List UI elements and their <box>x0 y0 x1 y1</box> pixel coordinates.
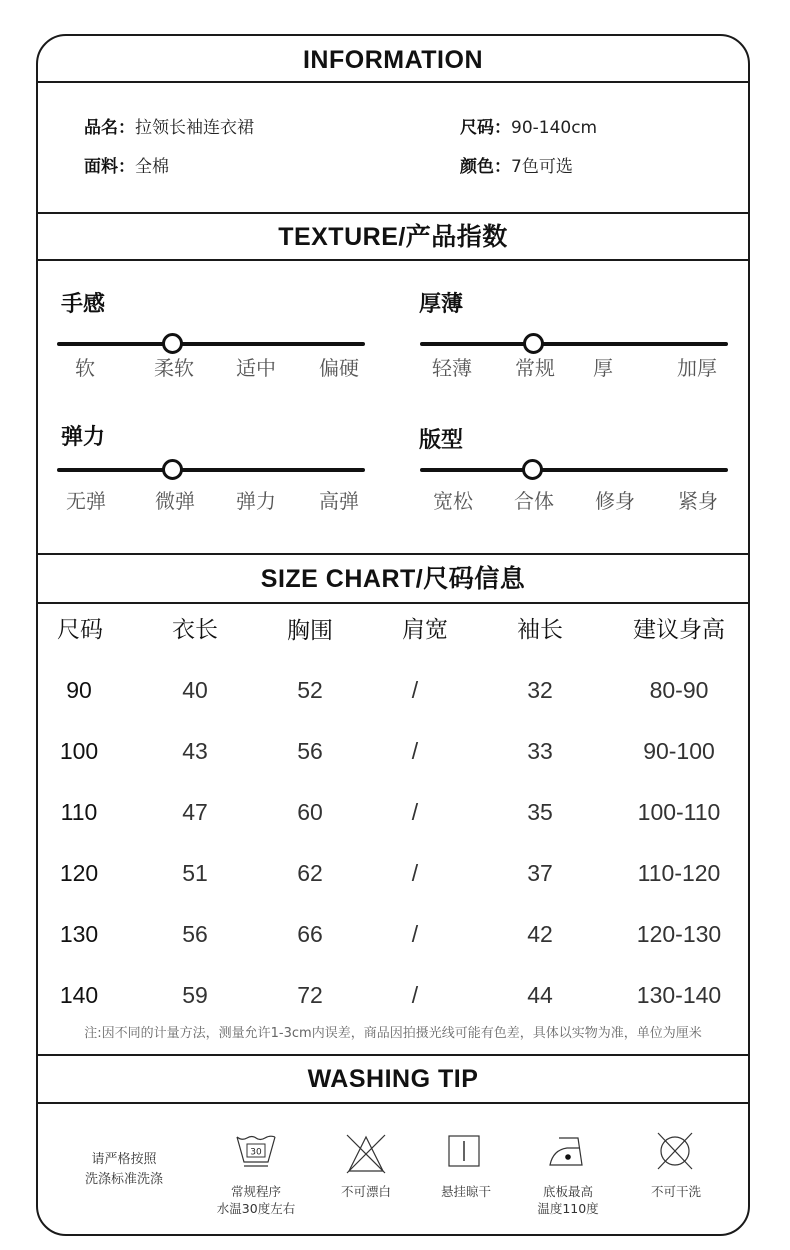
size-table-cell: 66 <box>297 921 323 947</box>
size-table-cell: 32 <box>527 677 553 703</box>
info-color <box>460 156 573 178</box>
texture-feel-option: 柔软 <box>154 356 194 380</box>
divider <box>37 602 749 604</box>
divider <box>37 1054 749 1056</box>
size-table-cell: 35 <box>527 799 553 825</box>
texture-thickness-title: 厚薄 <box>419 292 464 317</box>
texture-fit-title: 版型 <box>419 428 464 453</box>
color-label: 颜色： <box>460 157 511 177</box>
section-title-size-chart: SIZE CHART/尺码信息 <box>260 565 526 593</box>
svg-text:30: 30 <box>250 1147 262 1158</box>
texture-feel-option: 适中 <box>236 356 276 380</box>
iron-label-line2: 温度110度 <box>537 1201 599 1216</box>
texture-thickness-option: 常规 <box>515 356 555 380</box>
size-table-cell: / <box>411 677 419 703</box>
divider <box>37 553 749 555</box>
texture-feel-option: 软 <box>75 356 95 380</box>
no-bleach-label-line1: 不可漂白 <box>340 1184 392 1199</box>
texture-thickness-option: 轻薄 <box>432 356 472 380</box>
size-table-cell: 33 <box>527 738 553 764</box>
iron-low-icon <box>547 1134 587 1168</box>
size-label: 尺码： <box>460 118 511 138</box>
size-table-cell: 47 <box>182 799 208 825</box>
iron-label-line1: 底板最高 <box>542 1184 594 1199</box>
section-title-texture: TEXTURE/产品指数 <box>278 223 508 251</box>
size-table-cell: 52 <box>297 677 323 703</box>
size-table-header: 胸围 <box>287 618 333 644</box>
size-table-cell: 40 <box>182 677 208 703</box>
no-dry-clean-label <box>651 1183 701 1200</box>
size-table-cell: 37 <box>527 860 553 886</box>
no-bleach-icon <box>344 1133 388 1175</box>
wash-30-label <box>217 1183 295 1217</box>
size-table-cell: 62 <box>297 860 323 886</box>
size-table-cell: 140 <box>59 982 99 1008</box>
texture-thickness-knob <box>523 333 544 354</box>
size-table-cell: / <box>411 860 419 886</box>
texture-thickness-track <box>420 342 728 346</box>
size-table-cell: / <box>411 799 419 825</box>
size-table-cell: 51 <box>182 860 208 886</box>
info-fabric <box>84 156 169 178</box>
washing-intro <box>85 1150 163 1190</box>
fabric-label: 面料： <box>84 157 135 177</box>
texture-fit-track <box>420 468 728 472</box>
texture-thickness-option: 加厚 <box>677 356 717 380</box>
size-table-cell: 44 <box>527 982 553 1008</box>
size-table-cell: 130 <box>59 921 99 947</box>
divider <box>37 212 749 214</box>
size-table-cell: / <box>411 982 419 1008</box>
texture-elasticity-option: 弹力 <box>236 489 276 513</box>
size-table-cell: 120 <box>59 860 99 886</box>
section-title-washing: WASHING TIP <box>307 1065 479 1093</box>
no-dry-clean-icon <box>655 1130 695 1172</box>
size-table-cell: 90-100 <box>643 738 715 764</box>
texture-elasticity-track <box>57 468 365 472</box>
divider <box>37 81 749 83</box>
size-table-cell: 56 <box>297 738 323 764</box>
size-note: 注:因不同的计量方法，测量允许1-3cm内误差，商品因拍摄光线可能有色差，具体以实物为准，单位为厘米 <box>84 1026 702 1041</box>
texture-feel-knob <box>162 333 183 354</box>
size-table-cell: 120-130 <box>636 921 722 947</box>
size-table-cell: 130-140 <box>636 982 722 1008</box>
size-table-cell: 60 <box>297 799 323 825</box>
texture-thickness-option: 厚 <box>593 356 613 380</box>
texture-fit-option: 宽松 <box>433 489 473 513</box>
divider <box>37 1102 749 1104</box>
hang-dry-label-line1: 悬挂晾干 <box>440 1184 492 1199</box>
size-table-cell: 90 <box>66 677 92 703</box>
wash-30-label-line2: 水温30度左右 <box>216 1201 296 1216</box>
size-table-cell: 72 <box>297 982 323 1008</box>
info-size <box>460 117 597 139</box>
washing-intro-line2: 洗涤标准洗涤 <box>84 1172 164 1187</box>
texture-fit-option: 紧身 <box>678 489 718 513</box>
product-name-label: 品名： <box>84 118 135 138</box>
size-table-cell: 100-110 <box>637 799 721 825</box>
hang-dry-label <box>441 1183 491 1200</box>
hang-dry-icon <box>447 1134 481 1168</box>
size-table-header: 尺码 <box>57 617 103 643</box>
size-value: 90-140cm <box>511 118 598 138</box>
size-table-header: 建议身高 <box>633 617 725 643</box>
iron-label <box>537 1183 598 1217</box>
texture-feel-option: 偏硬 <box>319 356 359 380</box>
product-name-value: 拉领长袖连衣裙 <box>135 118 254 138</box>
size-table-cell: 43 <box>182 738 208 764</box>
wash-30-label-line1: 常规程序 <box>230 1184 281 1199</box>
texture-fit-option: 合体 <box>514 489 554 513</box>
texture-elasticity-option: 高弹 <box>319 489 359 513</box>
no-dry-clean-label-line1: 不可干洗 <box>650 1184 702 1199</box>
size-table-cell: 110-120 <box>637 860 721 886</box>
size-table-cell: 100 <box>59 738 99 764</box>
no-bleach-label <box>341 1183 391 1200</box>
size-table-cell: 80-90 <box>649 677 709 703</box>
texture-elasticity-option: 微弹 <box>155 489 195 513</box>
divider <box>37 259 749 261</box>
texture-elasticity-title: 弹力 <box>61 425 106 450</box>
size-table-cell: 56 <box>182 921 208 947</box>
size-table-cell: 110 <box>60 799 98 825</box>
size-table-cell: / <box>411 738 419 764</box>
texture-fit-option: 修身 <box>595 489 635 513</box>
size-table-header: 肩宽 <box>402 617 448 643</box>
texture-elasticity-option: 无弹 <box>66 489 106 513</box>
size-table-header: 袖长 <box>517 617 563 643</box>
wash-30-icon <box>234 1134 278 1170</box>
color-value: 7色可选 <box>511 157 573 177</box>
size-table-cell: 59 <box>182 982 208 1008</box>
texture-feel-track <box>57 342 365 346</box>
size-table-header: 衣长 <box>172 617 218 643</box>
texture-feel-title: 手感 <box>61 292 106 317</box>
washing-intro-line1: 请严格按照 <box>91 1152 157 1167</box>
texture-elasticity-knob <box>162 459 183 480</box>
info-product-name <box>84 117 254 139</box>
fabric-value: 全棉 <box>135 157 169 177</box>
size-table-cell: / <box>411 921 419 947</box>
texture-fit-knob <box>522 459 543 480</box>
size-table-cell: 42 <box>527 921 553 947</box>
section-title-information: INFORMATION <box>302 46 483 74</box>
